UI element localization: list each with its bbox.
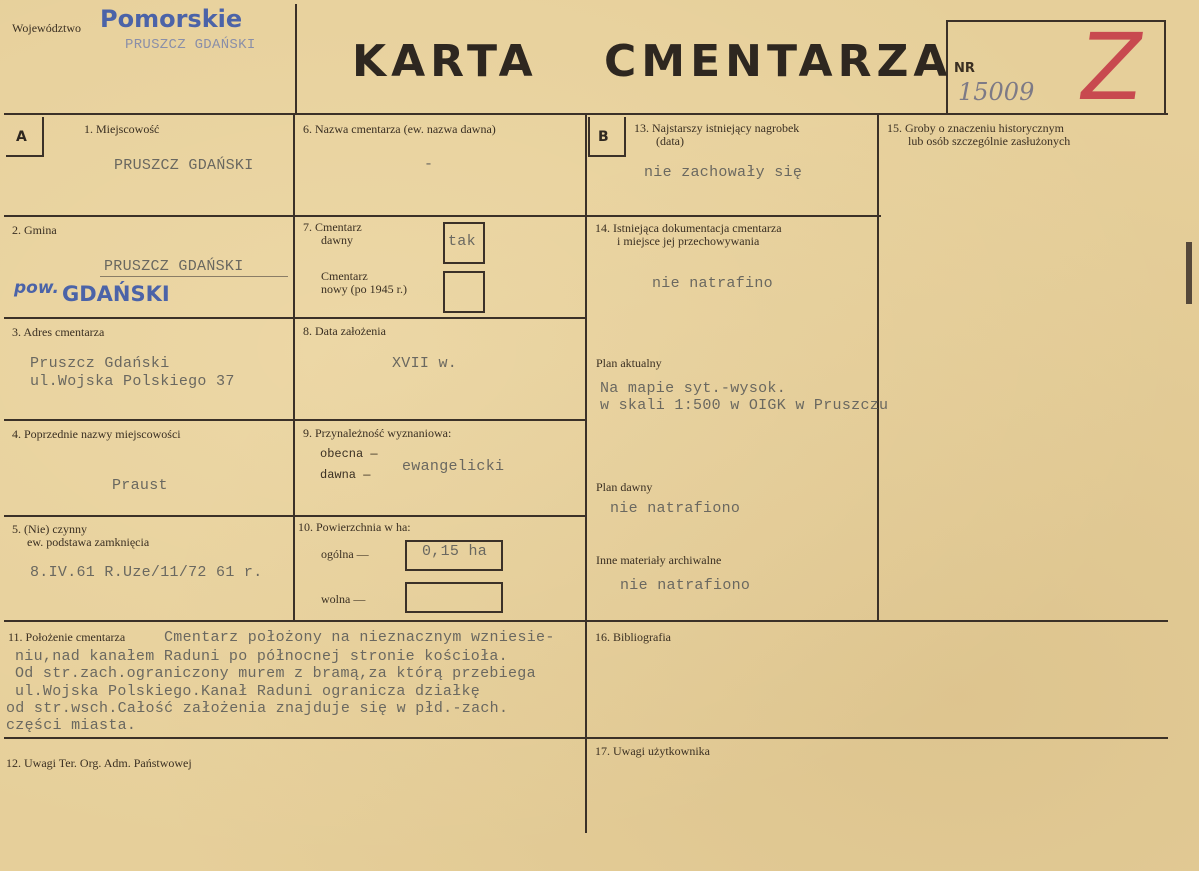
f5-label-line2: ew. podstawa zamknięcia xyxy=(27,535,150,549)
f10-free-label: wolna — xyxy=(321,592,366,606)
f11-line1: Cmentarz położony na nieznacznym wzniesie- xyxy=(164,629,555,646)
section-a-label: A xyxy=(16,129,27,145)
rule-col1 xyxy=(293,113,295,621)
rule-row4 xyxy=(4,515,587,517)
plan-current-label: Plan aktualny xyxy=(596,356,662,370)
f6-value: - xyxy=(424,156,434,173)
f10-total-label: ogólna — xyxy=(321,547,369,561)
f9-label: 9. Przynależność wyznaniowa: xyxy=(303,426,452,440)
f15-label-line2: lub osób szczególnie zasłużonych xyxy=(908,134,1071,148)
plan-current-line2: w skali 1:500 w OIGK w Pruszczu xyxy=(600,397,889,414)
voivodeship-stamp: Pomorskie xyxy=(100,5,243,33)
f8-value: XVII w. xyxy=(392,355,458,372)
f11-line6: części miasta. xyxy=(6,717,137,734)
binding-tab xyxy=(1186,242,1192,304)
f7-new-label-line1: Cmentarz xyxy=(321,269,368,283)
category-mark: Z xyxy=(1072,14,1151,121)
f6-label: 6. Nazwa cmentarza (ew. nazwa dawna) xyxy=(303,122,496,136)
f14-value: nie natrafino xyxy=(652,275,773,292)
f3-value-line1: Pruszcz Gdański xyxy=(30,355,170,372)
f7-old-label-line1: 7. Cmentarz xyxy=(303,220,362,234)
f10-label: 10. Powierzchnia w ha: xyxy=(298,520,411,534)
section-b-label: B xyxy=(598,129,609,145)
f4-value: Praust xyxy=(112,477,168,494)
f11-line4: ul.Wojska Polskiego.Kanał Raduni ogranicza działkę xyxy=(15,683,481,700)
rule-header-divider xyxy=(295,4,297,114)
f2-stamp: GDAŃSKI xyxy=(62,282,170,306)
f10-total-value: 0,15 ha xyxy=(422,543,488,560)
rule-row6 xyxy=(4,737,1168,739)
f7-old-value: tak xyxy=(448,233,476,250)
title-karta: KARTA xyxy=(352,36,538,87)
f14-label-line2: i miejsce jej przechowywania xyxy=(617,234,760,248)
f1-label: 1. Miejscowość xyxy=(84,122,160,136)
f12-label: 12. Uwagi Ter. Org. Adm. Państwowej xyxy=(6,756,192,770)
f3-value-line2: ul.Wojska Polskiego 37 xyxy=(30,373,235,390)
rule-row5 xyxy=(4,620,1168,622)
f11-label: 11. Położenie cmentarza xyxy=(8,630,126,644)
f14-label-line1: 14. Istniejąca dokumentacja cmentarza xyxy=(595,221,782,235)
district-stamp: PRUSZCZ GDAŃSKI xyxy=(125,37,256,53)
f13-value: nie zachowały się xyxy=(644,164,803,181)
f15-label-line1: 15. Groby o znaczeniu historycznym xyxy=(887,121,1064,135)
f2-value: PRUSZCZ GDAŃSKI xyxy=(104,258,244,275)
f2-underline xyxy=(100,276,288,277)
f10-free-box xyxy=(405,582,503,613)
f9-former-label: dawna — xyxy=(320,468,371,482)
other-materials-label: Inne materiały archiwalne xyxy=(596,553,722,567)
f1-value: PRUSZCZ GDAŃSKI xyxy=(114,157,254,174)
f7-new-label-line2: nowy (po 1945 r.) xyxy=(321,282,407,296)
f7-new-checkbox xyxy=(443,271,485,313)
nr-value: 15009 xyxy=(958,78,1035,106)
f3-label: 3. Adres cmentarza xyxy=(12,325,105,339)
rule-row2 xyxy=(4,317,587,319)
f13-label-line1: 13. Najstarszy istniejący nagrobek xyxy=(634,121,800,135)
rule-nr-right xyxy=(1164,20,1166,113)
plan-old-label: Plan dawny xyxy=(596,480,653,494)
rule-row3 xyxy=(4,419,587,421)
rule-col2 xyxy=(585,113,587,833)
other-materials-value: nie natrafiono xyxy=(620,577,751,594)
f11-line3: Od str.zach.ograniczony murem z bramą,za którą przebiega xyxy=(15,665,536,682)
f2-stamp-prefix: pow. xyxy=(14,278,59,298)
plan-current-line1: Na mapie syt.-wysok. xyxy=(600,380,787,397)
f4-label: 4. Poprzednie nazwy miejscowości xyxy=(12,427,181,441)
voivodeship-label: Województwo xyxy=(12,21,82,35)
f7-old-label-line2: dawny xyxy=(321,233,353,247)
f8-label: 8. Data założenia xyxy=(303,324,386,338)
f9-current-label: obecna — xyxy=(320,447,378,461)
nr-label: NR xyxy=(954,61,975,76)
title-cmentarza: CMENTARZA xyxy=(604,36,953,87)
f2-label: 2. Gmina xyxy=(12,223,57,237)
f17-label: 17. Uwagi użytkownika xyxy=(595,744,710,758)
f5-value: 8.IV.61 R.Uze/11/72 61 r. xyxy=(30,564,263,581)
f13-label-line2: (data) xyxy=(656,134,684,148)
rule-col3 xyxy=(877,113,879,621)
f16-label: 16. Bibliografia xyxy=(595,630,671,644)
f9-value: ewangelicki xyxy=(402,458,505,475)
f11-line5: od str.wsch.Całość założenia znajduje się w płd.-zach. xyxy=(6,700,509,717)
plan-old-value: nie natrafiono xyxy=(610,500,741,517)
rule-row1 xyxy=(4,215,881,217)
f5-label-line1: 5. (Nie) czynny xyxy=(12,522,87,536)
f11-line2: niu,nad kanałem Raduni po północnej stronie kościoła. xyxy=(15,648,508,665)
